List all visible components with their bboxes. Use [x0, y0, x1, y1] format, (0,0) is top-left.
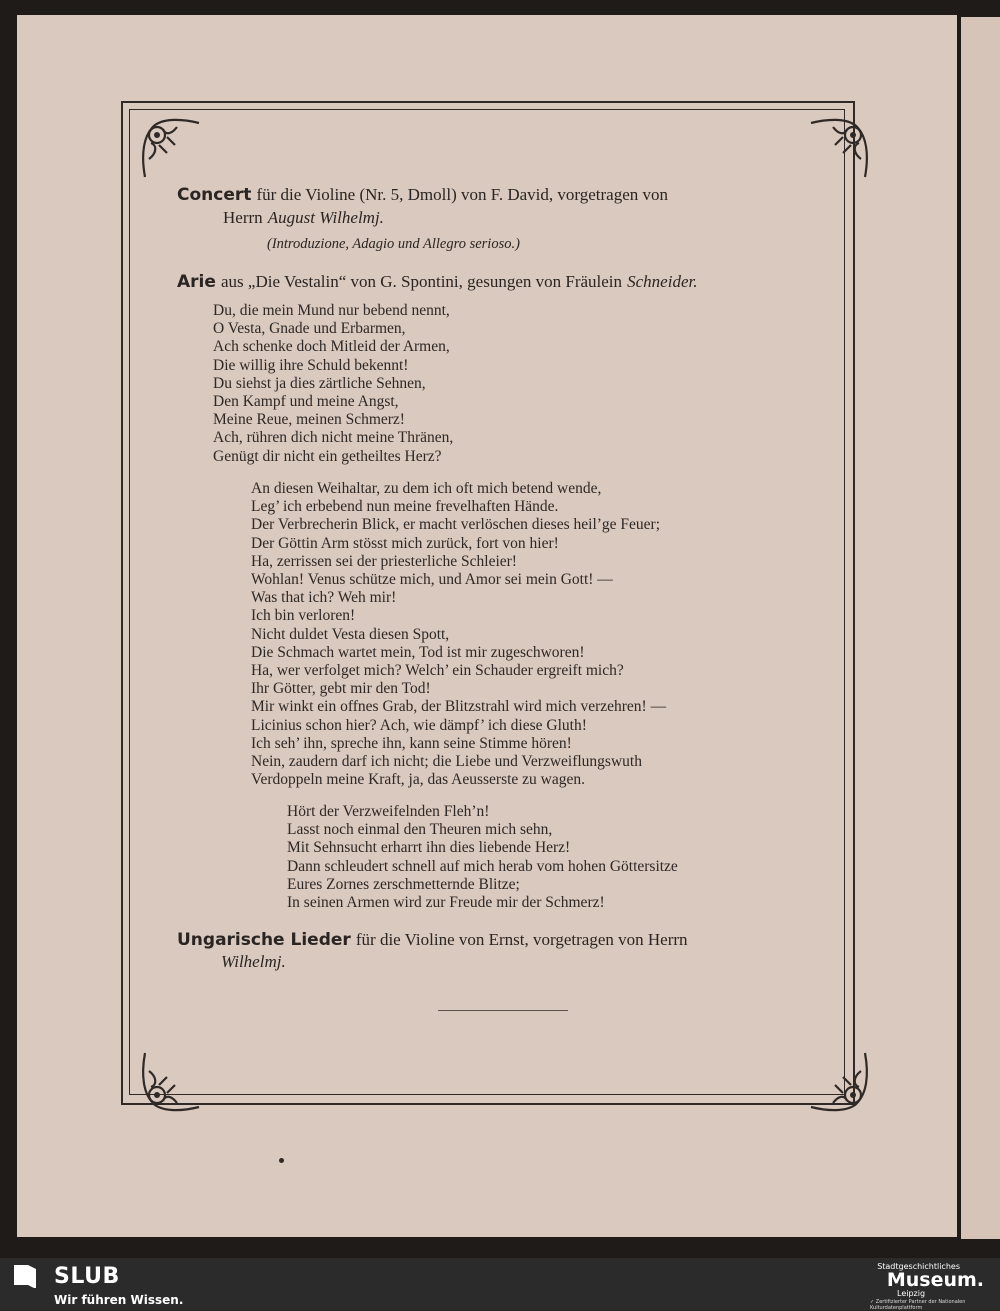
lyric-line: Licinius schon hier? Ach, wie dämpf’ ich diese Gluth!: [251, 716, 587, 734]
lyric-line: Genügt dir nicht ein getheiltes Herz?: [213, 447, 442, 465]
closing-rule: [438, 1010, 568, 1011]
corner-ornament-top-left: [137, 115, 207, 185]
item1-line1: [177, 185, 668, 205]
item2-title: Arie: [177, 272, 216, 292]
item2-description: aus „Die Vestalin“ von G. Spontini, gesungen von Fräulein: [221, 272, 623, 291]
slub-name[interactable]: SLUB: [54, 1264, 120, 1289]
lyric-line: Wohlan! Venus schütze mich, und Amor sei mein Gott! —: [251, 571, 613, 589]
lyric-line: Lasst noch einmal den Theuren mich sehn,: [287, 821, 553, 839]
item1-movements: (Introduzione, Adagio und Allegro serioso.): [267, 236, 520, 252]
lyric-line: Die Schmach wartet mein, Tod ist mir zugeschworen!: [251, 643, 585, 661]
museum-name[interactable]: Museum.: [886, 1269, 984, 1291]
lyric-line: Der Verbrecherin Blick, er macht verlöschen dieses heil’ge Feuer;: [251, 516, 661, 534]
lyric-line: An diesen Weihaltar, zu dem ich oft mich betend wende,: [251, 480, 602, 497]
lyric-line: Ach schenke doch Mitleid der Armen,: [213, 338, 450, 356]
item3-line1: [177, 930, 688, 950]
next-page-edge: [961, 17, 1000, 1239]
lyric-line: Was that ich? Weh mir!: [251, 589, 397, 607]
corner-ornament-top-right: [803, 115, 873, 185]
slub-tagline: Wir führen Wissen.: [54, 1293, 184, 1307]
lyric-line: Dann schleudert schnell auf mich herab vom hohen Göttersitze: [287, 857, 678, 875]
viewer-footer: [0, 1258, 1000, 1310]
item3-performer: Wilhelmj.: [221, 952, 286, 971]
lyric-line: Du siehst ja dies zärtliche Sehnen,: [213, 374, 426, 392]
item1-description: für die Violine (Nr. 5, Dmoll) von F. David, vorgetragen von: [256, 185, 669, 204]
lyric-line: Ha, zerrissen sei der priesterliche Schleier!: [251, 552, 517, 570]
lyric-line: Ha, wer verfolget mich? Welch’ ein Schauder ergreift mich?: [251, 662, 624, 680]
lyric-line: Den Kampf und meine Angst,: [213, 393, 399, 411]
item1-performer: August Wilhelmj.: [267, 208, 384, 227]
lyric-line: Mit Sehnsucht erharrt ihn dies liebende Herz!: [287, 839, 571, 857]
lyric-line: Ach, rühren dich nicht meine Thränen,: [213, 429, 454, 447]
corner-ornament-bottom-right: [803, 1045, 873, 1115]
corner-ornament-bottom-left: [137, 1045, 207, 1115]
lyric-line: Nein, zaudern darf ich nicht; die Liebe und Verzweiflungswuth: [251, 753, 642, 771]
slub-logo-icon[interactable]: [12, 1262, 38, 1288]
item2-line1: [177, 272, 697, 292]
lyric-line: Eures Zornes zerschmetternde Blitze;: [287, 875, 520, 893]
lyric-line: Ich seh’ ihn, spreche ihn, kann seine Stimme hören!: [251, 734, 572, 752]
aria-stanza-2: [251, 480, 666, 789]
item3-description: für die Violine von Ernst, vorgetragen von Herrn: [355, 930, 688, 949]
lyric-line: Du, die mein Mund nur bebend nennt,: [213, 302, 450, 319]
lyric-line: In seinen Armen wird zur Freude mir der Schmerz!: [287, 894, 605, 912]
lyric-line: O Vesta, Gnade und Erbarmen,: [213, 320, 406, 338]
museum-subtitle: Stadtgeschichtliches: [877, 1262, 960, 1271]
lyric-line: Mir winkt ein offnes Grab, der Blitzstrahl wird mich verzehren! —: [251, 698, 667, 716]
lyric-line: Ich bin verloren!: [251, 607, 356, 625]
item3-title: Ungarische Lieder: [177, 930, 351, 950]
lyric-line: Leg’ ich erbebend nun meine frevelhaften Hände.: [251, 498, 559, 516]
lyric-line: Der Göttin Arm stösst mich zurück, fort von hier!: [251, 534, 559, 552]
ink-speck: [279, 1158, 284, 1163]
item1-title: Concert: [177, 185, 252, 205]
item1-line2: [223, 208, 384, 228]
lyric-line: Hört der Verzweifelnden Fleh’n!: [287, 803, 490, 820]
lyric-line: Die willig ihre Schuld bekennt!: [213, 356, 409, 374]
museum-city: Leipzig: [897, 1289, 926, 1298]
museum-certification: ✓ Zertifizierter Partner der Nationalen Kulturdatenplattform: [870, 1299, 966, 1311]
item1-herrn: Herrn: [223, 208, 263, 227]
item2-performer: Schneider.: [627, 272, 698, 291]
lyric-line: Meine Reue, meinen Schmerz!: [213, 411, 405, 429]
lyric-line: Nicht duldet Vesta diesen Spott,: [251, 625, 450, 643]
lyric-line: Ihr Götter, gebt mir den Tod!: [251, 680, 431, 698]
aria-stanza-1: [213, 302, 453, 466]
aria-stanza-3: [287, 803, 678, 912]
lyric-line: Verdoppeln meine Kraft, ja, das Aeusserste zu wagen.: [251, 771, 585, 789]
